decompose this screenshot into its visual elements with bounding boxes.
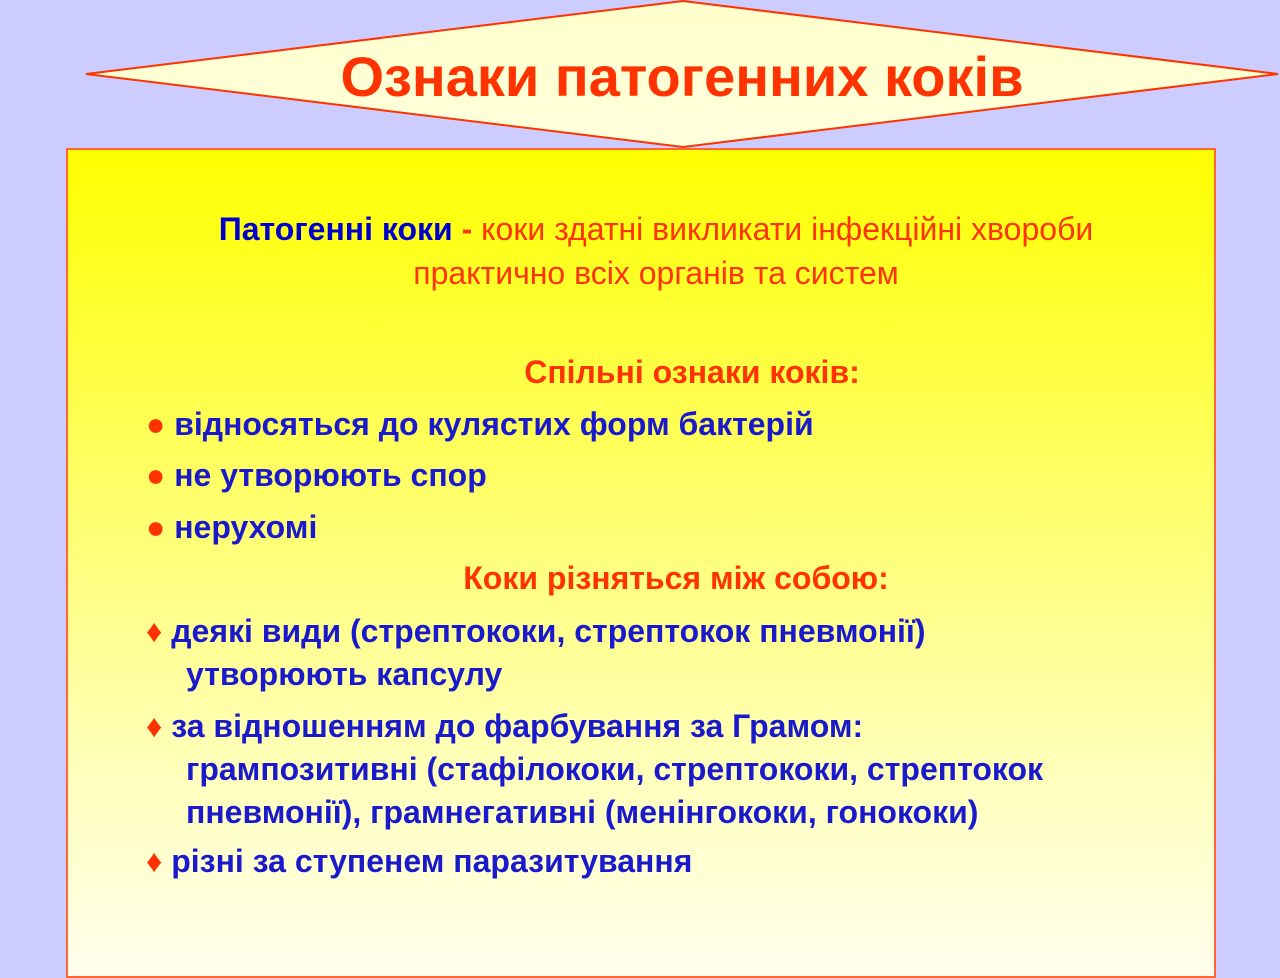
diff-item-line: різні за ступенем паразитування xyxy=(171,843,693,879)
round-bullet-icon: ● xyxy=(146,406,166,442)
slide-title: Ознаки патогенних коків xyxy=(340,45,1024,108)
common-item-text: не утворюють спор xyxy=(174,457,487,493)
diamond-bullet-icon: ♦ xyxy=(146,843,163,879)
diff-item-line: за відношенням до фарбування за Грамом: xyxy=(171,708,864,744)
round-bullet-icon: ● xyxy=(146,509,166,545)
common-item-2 xyxy=(146,454,1206,497)
diamond-bullet-icon: ♦ xyxy=(146,708,163,744)
diamond-bullet-icon: ♦ xyxy=(146,613,163,649)
diff-item-3 xyxy=(146,840,1206,883)
diff-item-line: деякі види (стрептококи, стрептокок пневмонії) xyxy=(171,613,926,649)
diff-item-1 xyxy=(146,610,1206,696)
diff-item-line: пневмонії), грамнегативні (менінгококи, гонококи) xyxy=(186,794,979,830)
diff-item-line: грампозитивні (стафілококи, стрептококи, стрептокок xyxy=(186,751,1044,787)
common-item-text: нерухомі xyxy=(174,509,318,545)
diff-item-line: утворюють капсулу xyxy=(186,656,503,692)
definition xyxy=(156,207,1156,295)
round-bullet-icon: ● xyxy=(146,457,166,493)
definition-term: Патогенні коки xyxy=(218,211,453,247)
content-box xyxy=(66,148,1216,978)
common-features-heading: Спільні ознаки коків: xyxy=(524,354,860,390)
definition-text: коки здатні викликати інфекційні хвороби практично всіх органів та систем xyxy=(413,211,1094,291)
common-item-1 xyxy=(146,403,1206,446)
diff-item-2 xyxy=(146,705,1206,834)
common-item-3 xyxy=(146,506,1206,549)
common-item-text: відносяться до кулястих форм бактерій xyxy=(174,406,814,442)
definition-dash: - xyxy=(452,211,482,247)
differences-heading: Коки різняться між собою: xyxy=(463,560,889,596)
